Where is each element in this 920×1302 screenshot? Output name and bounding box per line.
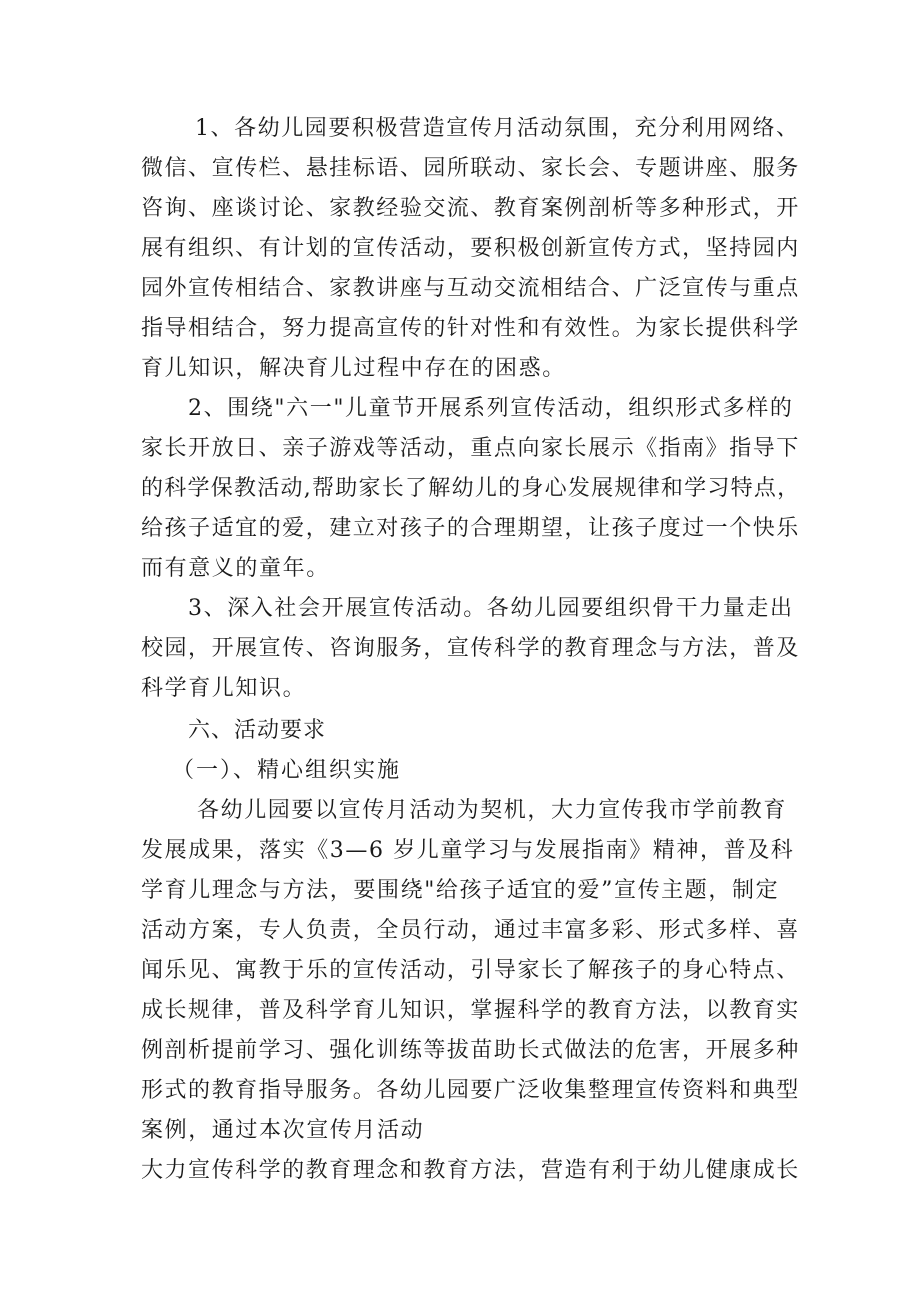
- para5-line: 大力宣传科学的教育理念和教育方法，营造有利于幼儿健康成长: [141, 1158, 800, 1183]
- para2-line: 家长开放日、亲子游戏等活动，重点向家长展示《指南》指导下: [141, 436, 800, 461]
- para4-line: 学育儿理念与方法，要围绕"给孩子适宜的爱”宣传主题，制定: [141, 878, 780, 903]
- section-heading: 六、活动要求: [188, 718, 327, 743]
- para4-line: 成长规律，普及科学育儿知识，掌握科学的教育方法，以教育实: [141, 998, 800, 1023]
- para4-line: 闻乐见、寓教于乐的宣传活动，引导家长了解孩子的身心特点、: [141, 958, 800, 983]
- para1-line: 咨询、座谈讨论、家教经验交流、教育案例剖析等多种形式，开: [141, 196, 800, 221]
- para2-line: 2、围绕"六一"儿童节开展系列宣传活动，组织形式多样的: [188, 396, 794, 421]
- para4-line: 形式的教育指导服务。各幼儿园要广泛收集整理宣传资料和典型: [141, 1078, 800, 1103]
- para3-line: 校园，开展宣传、咨询服务，宣传科学的教育理念与方法，普及: [141, 636, 800, 661]
- para1-line: 展有组织、有计划的宣传活动，要积极创新宣传方式，坚持园内: [141, 236, 800, 261]
- para4-line: 案例，通过本次宣传月活动: [141, 1118, 425, 1143]
- para2-line: 的科学保教活动,帮助家长了解幼儿的身心发展规律和学习特点，: [141, 476, 801, 501]
- para1-line: 园外宣传相结合、家教讲座与互动交流相结合、广泛宣传与重点: [141, 276, 800, 301]
- para4-line: 各幼儿园要以宣传月活动为契机，大力宣传我市学前教育: [197, 798, 788, 823]
- para2-line: 而有意义的童年。: [141, 556, 330, 581]
- para1-line: 1、各幼儿园要积极营造宣传月活动氛围，充分利用网络、: [195, 116, 800, 141]
- para4-line: 例剖析提前学习、强化训练等拔苗助长式做法的危害，开展多种: [141, 1038, 800, 1063]
- para1-line: 育儿知识，解决育儿过程中存在的困惑。: [141, 356, 566, 381]
- para1-line: 指导相结合，努力提高宣传的针对性和有效性。为家长提供科学: [141, 316, 800, 341]
- para2-line: 给孩子适宜的爱，建立对孩子的合理期望，让孩子度过一个快乐: [141, 516, 800, 541]
- section-subheading: （一）、精心组织实施: [172, 758, 402, 783]
- para1-line: 微信、宣传栏、悬挂标语、园所联动、家长会、专题讲座、服务: [141, 156, 800, 181]
- para4-line: 活动方案，专人负责，全员行动，通过丰富多彩、形式多样、喜: [141, 918, 800, 943]
- para4-line: 发展成果，落实《3—6 岁儿童学习与发展指南》精神，普及科: [141, 838, 795, 863]
- para3-line: 3、深入社会开展宣传活动。各幼儿园要组织骨干力量走出: [188, 596, 794, 621]
- para3-line: 科学育儿知识。: [141, 676, 307, 701]
